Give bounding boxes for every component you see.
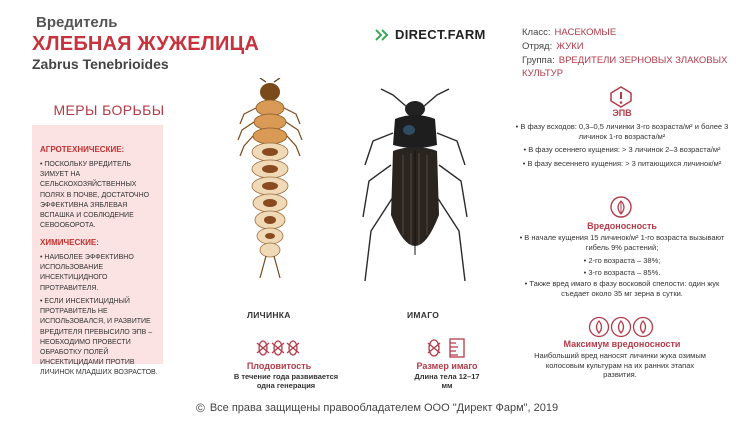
harm-item: • 2-го возраста – 38%; (583, 256, 661, 265)
fertility-icon (254, 337, 302, 359)
harm-list (512, 233, 732, 302)
adult-caption: ИМАГО (407, 310, 440, 320)
class-key: Класс: (522, 27, 551, 38)
chem-text-1: • НАИБОЛЕЕ ЭФФЕКТИВНО ИСПОЛЬЗОВАНИЕ ИНСЕКТИЦИДНОГО ПРОТРАВИТЕЛЯ. (40, 254, 134, 292)
double-chevron-icon (375, 29, 389, 41)
fertility-text: В течение года развивается одна генерация (233, 372, 339, 390)
copyright-icon: © (196, 401, 205, 415)
copyright-text: Все права защищены правообладателем ООО "Директ Фарм", 2019 (209, 402, 559, 414)
epv-title: ЭПВ (612, 108, 632, 118)
chem-heading: ХИМИЧЕСКИЕ: (40, 238, 99, 247)
group-value: ВРЕДИТЕЛИ ЗЕРНОВЫХ ЗЛАКОВЫХ КУЛЬТУР (522, 55, 728, 79)
harm-title: Вредоносность (587, 221, 657, 231)
order-key: Отряд: (522, 41, 553, 52)
latin-name: Zabrus Tenebrioides (32, 56, 169, 72)
ruler-icon (424, 337, 470, 359)
page-title: ХЛЕБНАЯ ЖУЖЕЛИЦА (32, 33, 259, 55)
epv-item: • В фазу весеннего кущения: > 3 питающихся личинок/м² (522, 158, 722, 168)
group-key: Группа: (522, 55, 555, 66)
epv-item: • В фазу осеннего кущения: > 3 личинок 2–3 возраста/м² (523, 145, 721, 154)
max-harm-block (530, 351, 710, 384)
size-text: Длина тела 12–17 мм (414, 372, 480, 390)
copyright-footer (196, 401, 558, 415)
pest-label: Вредитель (36, 14, 118, 31)
order-value: ЖУКИ (556, 41, 584, 52)
max-harm-text: Наибольший вред наносят личинки жука озимым колосовым культурам на их ранних этапах развития. (534, 351, 706, 379)
leaf-icon (610, 196, 632, 218)
agro-text: • ПОСКОЛЬКУ ВРЕДИТЕЛЬ ЗИМУЕТ НА СЕЛЬСКОХОЗЯЙСТВЕННЫХ ПОЛЯХ В ПОЧВЕ, ДОСТАТОЧНО ЭФФЕКТИВНА ЗЯБЛЕВАЯ ВСПАШКА И СОБЛЮДЕНИЕ СЕВООБОРОТА. (40, 161, 150, 230)
brand-name: DIRECT.FARM (395, 27, 486, 42)
group-row (522, 54, 728, 80)
harm-item: • В начале кущения 15 личинок/м² 1-го возраста вызывают гибель 9% растений; (519, 233, 725, 252)
size-title: Размер имаго (416, 361, 478, 371)
classification-block (522, 26, 728, 81)
larva-illustration (230, 78, 310, 288)
brand-logo (375, 27, 486, 42)
control-measures-panel (32, 125, 163, 377)
class-row (522, 26, 728, 39)
harm-item: • 3-го возраста – 85%. (583, 267, 661, 277)
epv-item: • В фазу всходов: 0,3–0,5 личинки 3-го возраста/м² и более 3 личинок 1-го возраста/м² (515, 122, 729, 141)
larva-caption: ЛИЧИНКА (247, 310, 291, 320)
harm-item: • Также вред имаго в фазу восковой спелости: один жук съедает около 35 мг зерна в сутки. (524, 279, 720, 298)
max-harm-title: Максимум вредоносности (563, 339, 681, 349)
agro-heading: АГРОТЕХНИЧЕСКИЕ: (40, 145, 125, 154)
epv-list (512, 122, 732, 172)
triple-leaf-icon (588, 316, 654, 338)
control-measures-title: МЕРЫ БОРЬБЫ (53, 102, 165, 118)
warning-icon (609, 85, 633, 109)
class-value: НАСЕКОМЫЕ (554, 27, 617, 38)
chem-text-2: • ЕСЛИ ИНСЕКТИЦИДНЫЙ ПРОТРАВИТЕЛЬ НЕ ИСПОЛЬЗОВАЛСЯ, И РАЗВИТИЕ ВРЕДИТЕЛЯ ПРЕВЫСИЛО ЭПВ – НЕОБХОДИМО ПРОВЕСТИ ОБРАБОТКУ ПОЛЕЙ ИНСЕКТИЦИДАМИ ПРОТИВ ЛИЧИНОК МЛАДШИХ ВОЗРАСТОВ. (40, 298, 158, 377)
order-row (522, 40, 728, 53)
fertility-title: Плодовитость (246, 361, 312, 371)
beetle-illustration (355, 85, 475, 295)
